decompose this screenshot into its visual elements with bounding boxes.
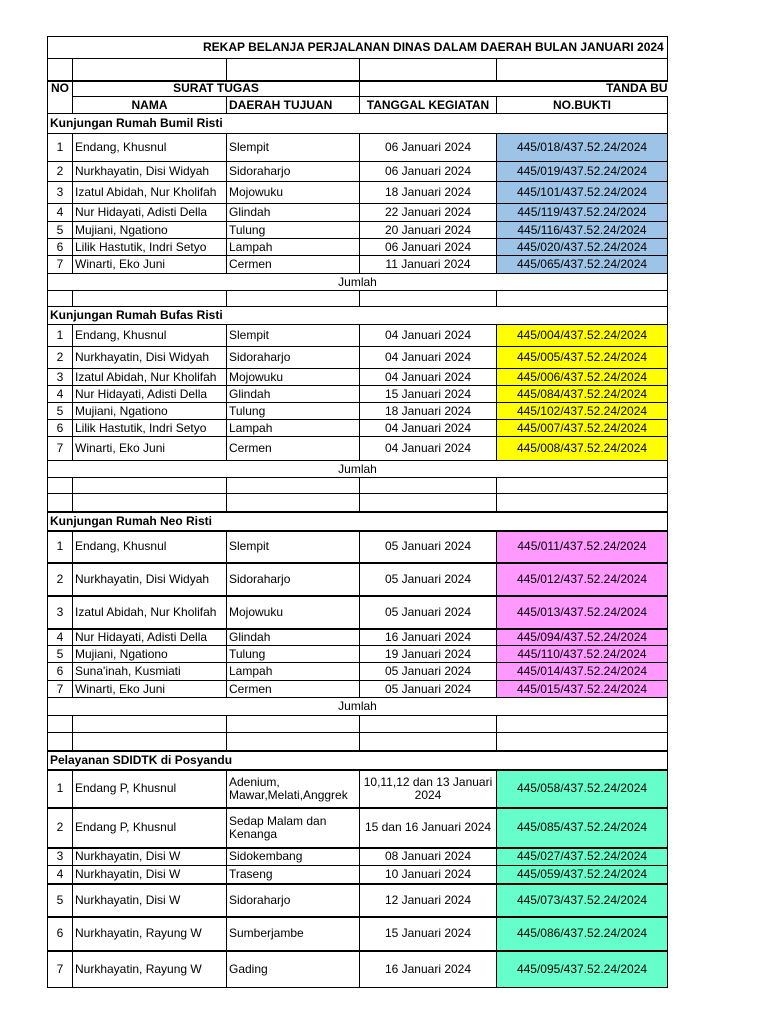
table-row	[48, 420, 668, 437]
empty-cell[interactable]	[73, 733, 227, 751]
header-row-1	[48, 81, 668, 97]
table-row	[48, 403, 668, 420]
empty-cell[interactable]	[48, 716, 73, 733]
cell-nama[interactable]: Endang, Khusnul	[73, 134, 227, 162]
header-row-2	[48, 97, 668, 114]
empty-cell[interactable]	[73, 494, 227, 512]
cell-no[interactable]: 2	[48, 162, 73, 182]
header-daerah-tujuan[interactable]: DAERAH TUJUAN	[227, 97, 360, 114]
cell-tanggal-kegiatan[interactable]: 15 dan 16 Januari 2024	[360, 808, 497, 848]
cell-daerah-tujuan[interactable]: Sidoraharjo	[227, 563, 360, 596]
cell-daerah-tujuan[interactable]: Cermen	[227, 256, 360, 274]
cell-daerah-tujuan[interactable]: Mojowuku	[227, 182, 360, 204]
cell-no[interactable]: 1	[48, 770, 73, 808]
cell-nama[interactable]: Winarti, Eko Juni	[73, 681, 227, 698]
section-title-row	[48, 751, 668, 770]
cell-no-bukti[interactable]: 445/065/437.52.24/2024	[497, 256, 668, 274]
table-row	[48, 629, 668, 646]
cell-no-bukti[interactable]: 445/095/437.52.24/2024	[497, 951, 668, 988]
empty-cell[interactable]	[360, 59, 497, 81]
cell-no[interactable]: 1	[48, 531, 73, 563]
empty-cell[interactable]	[497, 716, 668, 733]
table-row	[48, 770, 668, 808]
cell-no-bukti[interactable]: 445/006/437.52.24/2024	[497, 369, 668, 386]
empty-cell[interactable]	[48, 733, 73, 751]
empty-cell[interactable]	[360, 716, 497, 733]
table-row	[48, 437, 668, 461]
empty-cell[interactable]	[48, 478, 73, 494]
jumlah-row	[48, 461, 668, 478]
cell-nama[interactable]: Nur Hidayati, Adisti Della	[73, 204, 227, 222]
cell-no-bukti[interactable]: 445/110/437.52.24/2024	[497, 646, 668, 663]
cell-daerah-tujuan[interactable]: Slempit	[227, 134, 360, 162]
cell-no[interactable]: 2	[48, 347, 73, 369]
empty-cell[interactable]	[360, 494, 497, 512]
blank-row	[48, 733, 668, 751]
cell-tanggal-kegiatan[interactable]: 16 Januari 2024	[360, 629, 497, 646]
table-row	[48, 808, 668, 848]
cell-no[interactable]: 6	[48, 420, 73, 437]
cell-tanggal-kegiatan[interactable]: 05 Januari 2024	[360, 663, 497, 681]
cell-tanggal-kegiatan[interactable]: 05 Januari 2024	[360, 681, 497, 698]
cell-tanggal-kegiatan[interactable]: 10,11,12 dan 13 Januari 2024	[360, 770, 497, 808]
cell-nama[interactable]: Nurkhayatin, Disi Widyah	[73, 347, 227, 369]
header-no-bukti[interactable]: NO.BUKTI	[497, 97, 668, 114]
table-row	[48, 563, 668, 596]
header-nama[interactable]: NAMA	[73, 97, 227, 114]
cell-no-bukti[interactable]: 445/018/437.52.24/2024	[497, 134, 668, 162]
section-title-row	[48, 512, 668, 531]
cell-no-bukti[interactable]: 445/004/437.52.24/2024	[497, 325, 668, 347]
title-row	[48, 37, 668, 59]
header-surat-tugas[interactable]: SURAT TUGAS	[73, 81, 360, 97]
cell-tanggal-kegiatan[interactable]: 18 Januari 2024	[360, 182, 497, 204]
cell-no-bukti[interactable]: 445/014/437.52.24/2024	[497, 663, 668, 681]
cell-daerah-tujuan[interactable]: Sidoraharjo	[227, 162, 360, 182]
cell-no-bukti[interactable]: 445/102/437.52.24/2024	[497, 403, 668, 420]
cell-daerah-tujuan[interactable]: Traseng	[227, 866, 360, 884]
table-row	[48, 646, 668, 663]
cell-daerah-tujuan[interactable]: Slempit	[227, 531, 360, 563]
cell-no-bukti[interactable]: 445/119/437.52.24/2024	[497, 204, 668, 222]
empty-cell[interactable]	[227, 59, 360, 81]
cell-no-bukti[interactable]: 445/116/437.52.24/2024	[497, 222, 668, 239]
cell-no-bukti[interactable]: 445/011/437.52.24/2024	[497, 531, 668, 563]
cell-no-bukti[interactable]: 445/073/437.52.24/2024	[497, 884, 668, 917]
cell-tanggal-kegiatan[interactable]: 05 Januari 2024	[360, 563, 497, 596]
table-row	[48, 884, 668, 917]
table-row	[48, 204, 668, 222]
cell-daerah-tujuan[interactable]: Sidokembang	[227, 848, 360, 866]
cell-nama[interactable]: Nurkhayatin, Disi Widyah	[73, 563, 227, 596]
cell-daerah-tujuan[interactable]: Sedap Malam dan Kenanga	[227, 808, 360, 848]
cell-tanggal-kegiatan[interactable]: 11 Januari 2024	[360, 256, 497, 274]
empty-cell[interactable]	[497, 733, 668, 751]
blank-row	[48, 59, 668, 81]
cell-tanggal-kegiatan[interactable]: 06 Januari 2024	[360, 134, 497, 162]
table-row	[48, 531, 668, 563]
cell-tanggal-kegiatan[interactable]: 16 Januari 2024	[360, 951, 497, 988]
cell-nama[interactable]: Winarti, Eko Juni	[73, 437, 227, 461]
cell-daerah-tujuan[interactable]: Slempit	[227, 325, 360, 347]
cell-no-bukti[interactable]: 445/019/437.52.24/2024	[497, 162, 668, 182]
section-title[interactable]: Kunjungan Rumah Neo Risti	[48, 512, 668, 531]
cell-nama[interactable]: Mujiani, Ngationo	[73, 403, 227, 420]
cell-no-bukti[interactable]: 445/086/437.52.24/2024	[497, 917, 668, 951]
cell-daerah-tujuan[interactable]: Lampah	[227, 420, 360, 437]
cell-no-bukti[interactable]: 445/094/437.52.24/2024	[497, 629, 668, 646]
cell-no[interactable]: 1	[48, 134, 73, 162]
cell-no[interactable]: 3	[48, 369, 73, 386]
cell-nama[interactable]: Lilik Hastutik, Indri Setyo	[73, 239, 227, 256]
empty-cell[interactable]	[48, 291, 73, 307]
cell-daerah-tujuan[interactable]: Cermen	[227, 681, 360, 698]
blank-row	[48, 478, 668, 494]
cell-no[interactable]: 1	[48, 325, 73, 347]
cell-no-bukti[interactable]: 445/027/437.52.24/2024	[497, 848, 668, 866]
sheet-title[interactable]: REKAP BELANJA PERJALANAN DINAS DALAM DAERAH BULAN JANUARI 2024	[48, 37, 668, 59]
empty-cell[interactable]	[227, 733, 360, 751]
cell-nama[interactable]: Nur Hidayati, Adisti Della	[73, 629, 227, 646]
empty-cell[interactable]	[497, 494, 668, 512]
cell-nama[interactable]: Endang P, Khusnul	[73, 808, 227, 848]
table-row	[48, 386, 668, 403]
cell-daerah-tujuan[interactable]: Sumberjambe	[227, 917, 360, 951]
cell-tanggal-kegiatan[interactable]: 10 Januari 2024	[360, 866, 497, 884]
cell-no[interactable]: 4	[48, 866, 73, 884]
cell-daerah-tujuan[interactable]: Tulung	[227, 646, 360, 663]
cell-tanggal-kegiatan[interactable]: 19 Januari 2024	[360, 646, 497, 663]
cell-nama[interactable]: Nurkhayatin, Disi W	[73, 848, 227, 866]
cell-nama[interactable]: Nurkhayatin, Disi W	[73, 866, 227, 884]
cell-no[interactable]: 3	[48, 182, 73, 204]
cell-tanggal-kegiatan[interactable]: 08 Januari 2024	[360, 848, 497, 866]
empty-cell[interactable]	[48, 494, 73, 512]
cell-no[interactable]: 4	[48, 386, 73, 403]
cell-tanggal-kegiatan[interactable]: 22 Januari 2024	[360, 204, 497, 222]
section-title[interactable]: Pelayanan SDIDTK di Posyandu	[48, 751, 668, 770]
cell-no[interactable]: 5	[48, 222, 73, 239]
cell-daerah-tujuan[interactable]: Cermen	[227, 437, 360, 461]
cell-nama[interactable]: Izatul Abidah, Nur Kholifah	[73, 369, 227, 386]
empty-cell[interactable]	[227, 494, 360, 512]
table-row	[48, 347, 668, 369]
jumlah-label[interactable]: Jumlah	[48, 274, 668, 291]
cell-nama[interactable]: Endang, Khusnul	[73, 531, 227, 563]
cell-no-bukti[interactable]: 445/008/437.52.24/2024	[497, 437, 668, 461]
section-title-row	[48, 307, 668, 325]
cell-daerah-tujuan[interactable]: Glindah	[227, 629, 360, 646]
table-row	[48, 134, 668, 162]
cell-daerah-tujuan[interactable]: Sidoraharjo	[227, 884, 360, 917]
cell-no-bukti[interactable]: 445/005/437.52.24/2024	[497, 347, 668, 369]
cell-tanggal-kegiatan[interactable]: 04 Januari 2024	[360, 347, 497, 369]
blank-row	[48, 291, 668, 307]
cell-no[interactable]: 4	[48, 204, 73, 222]
cell-no[interactable]: 3	[48, 848, 73, 866]
table-row	[48, 162, 668, 182]
cell-nama[interactable]: Nur Hidayati, Adisti Della	[73, 386, 227, 403]
cell-tanggal-kegiatan[interactable]: 04 Januari 2024	[360, 325, 497, 347]
table-row	[48, 256, 668, 274]
empty-cell[interactable]	[73, 291, 227, 307]
cell-no[interactable]: 5	[48, 646, 73, 663]
table-row	[48, 951, 668, 988]
cell-no[interactable]: 7	[48, 951, 73, 988]
jumlah-row	[48, 274, 668, 291]
cell-nama[interactable]: Endang P, Khusnul	[73, 770, 227, 808]
table-row	[48, 182, 668, 204]
cell-no[interactable]: 5	[48, 403, 73, 420]
cell-no-bukti[interactable]: 445/012/437.52.24/2024	[497, 563, 668, 596]
jumlah-label[interactable]: Jumlah	[48, 461, 668, 478]
section-title[interactable]: Kunjungan Rumah Bumil Risti	[48, 114, 668, 134]
cell-tanggal-kegiatan[interactable]: 15 Januari 2024	[360, 917, 497, 951]
table-row	[48, 866, 668, 884]
empty-cell[interactable]	[497, 291, 668, 307]
rekap-table	[47, 36, 668, 988]
cell-no[interactable]: 6	[48, 663, 73, 681]
cell-nama[interactable]: Mujiani, Ngationo	[73, 222, 227, 239]
cell-no[interactable]: 7	[48, 437, 73, 461]
empty-cell[interactable]	[227, 291, 360, 307]
cell-no-bukti[interactable]: 445/059/437.52.24/2024	[497, 866, 668, 884]
cell-nama[interactable]: Izatul Abidah, Nur Kholifah	[73, 182, 227, 204]
cell-no-bukti[interactable]: 445/015/437.52.24/2024	[497, 681, 668, 698]
cell-nama[interactable]: Nurkhayatin, Disi Widyah	[73, 162, 227, 182]
table-row	[48, 325, 668, 347]
empty-cell[interactable]	[360, 733, 497, 751]
jumlah-row	[48, 698, 668, 716]
empty-cell[interactable]	[360, 81, 497, 97]
cell-no[interactable]: 6	[48, 239, 73, 256]
cell-tanggal-kegiatan[interactable]: 05 Januari 2024	[360, 531, 497, 563]
cell-daerah-tujuan[interactable]: Mojowuku	[227, 596, 360, 629]
cell-daerah-tujuan[interactable]: Sidoraharjo	[227, 347, 360, 369]
blank-row	[48, 494, 668, 512]
section-title[interactable]: Kunjungan Rumah Bufas Risti	[48, 307, 668, 325]
empty-cell[interactable]	[73, 59, 227, 81]
empty-cell[interactable]	[48, 59, 73, 81]
empty-cell[interactable]	[227, 716, 360, 733]
cell-tanggal-kegiatan[interactable]: 12 Januari 2024	[360, 884, 497, 917]
cell-daerah-tujuan[interactable]: Glindah	[227, 204, 360, 222]
cell-no-bukti[interactable]: 445/085/437.52.24/2024	[497, 808, 668, 848]
cell-no-bukti[interactable]: 445/013/437.52.24/2024	[497, 596, 668, 629]
empty-cell[interactable]	[73, 478, 227, 494]
cell-nama[interactable]: Suna'inah, Kusmiati	[73, 663, 227, 681]
empty-cell[interactable]	[497, 59, 668, 81]
table-row	[48, 222, 668, 239]
cell-tanggal-kegiatan[interactable]: 06 Januari 2024	[360, 239, 497, 256]
cell-no[interactable]: 5	[48, 884, 73, 917]
header-tanda-bukti[interactable]: TANDA BU	[497, 81, 668, 97]
table-row	[48, 848, 668, 866]
blank-row	[48, 716, 668, 733]
cell-daerah-tujuan[interactable]: Mojowuku	[227, 369, 360, 386]
cell-tanggal-kegiatan[interactable]: 15 Januari 2024	[360, 386, 497, 403]
cell-no[interactable]: 7	[48, 681, 73, 698]
cell-no[interactable]: 4	[48, 629, 73, 646]
cell-tanggal-kegiatan[interactable]: 06 Januari 2024	[360, 162, 497, 182]
table-row	[48, 239, 668, 256]
empty-cell[interactable]	[73, 716, 227, 733]
cell-tanggal-kegiatan[interactable]: 05 Januari 2024	[360, 596, 497, 629]
cell-no-bukti[interactable]: 445/007/437.52.24/2024	[497, 420, 668, 437]
table-row	[48, 596, 668, 629]
cell-tanggal-kegiatan[interactable]: 04 Januari 2024	[360, 420, 497, 437]
cell-nama[interactable]: Winarti, Eko Juni	[73, 256, 227, 274]
jumlah-label[interactable]: Jumlah	[48, 698, 668, 716]
cell-daerah-tujuan[interactable]: Adenium, Mawar,Melati,Anggrek	[227, 770, 360, 808]
cell-no-bukti[interactable]: 445/020/437.52.24/2024	[497, 239, 668, 256]
cell-no[interactable]: 2	[48, 563, 73, 596]
cell-nama[interactable]: Nurkhayatin, Rayung W	[73, 917, 227, 951]
empty-cell[interactable]	[227, 478, 360, 494]
cell-no-bukti[interactable]: 445/058/437.52.24/2024	[497, 770, 668, 808]
cell-daerah-tujuan[interactable]: Gading	[227, 951, 360, 988]
table-row	[48, 369, 668, 386]
cell-no-bukti[interactable]: 445/084/437.52.24/2024	[497, 386, 668, 403]
cell-nama[interactable]: Mujiani, Ngationo	[73, 646, 227, 663]
cell-no-bukti[interactable]: 445/101/437.52.24/2024	[497, 182, 668, 204]
cell-tanggal-kegiatan[interactable]: 18 Januari 2024	[360, 403, 497, 420]
section-title-row	[48, 114, 668, 134]
table-row	[48, 663, 668, 681]
cell-tanggal-kegiatan[interactable]: 20 Januari 2024	[360, 222, 497, 239]
empty-cell[interactable]	[497, 478, 668, 494]
header-tanggal-kegiatan[interactable]: TANGGAL KEGIATAN	[360, 97, 497, 114]
cell-daerah-tujuan[interactable]: Lampah	[227, 239, 360, 256]
cell-nama[interactable]: Lilik Hastutik, Indri Setyo	[73, 420, 227, 437]
header-no[interactable]: NO	[48, 81, 73, 114]
cell-no[interactable]: 2	[48, 808, 73, 848]
cell-daerah-tujuan[interactable]: Glindah	[227, 386, 360, 403]
empty-cell[interactable]	[360, 478, 497, 494]
cell-daerah-tujuan[interactable]: Tulung	[227, 222, 360, 239]
empty-cell[interactable]	[360, 291, 497, 307]
cell-daerah-tujuan[interactable]: Tulung	[227, 403, 360, 420]
cell-daerah-tujuan[interactable]: Lampah	[227, 663, 360, 681]
cell-tanggal-kegiatan[interactable]: 04 Januari 2024	[360, 437, 497, 461]
cell-nama[interactable]: Izatul Abidah, Nur Kholifah	[73, 596, 227, 629]
table-row	[48, 681, 668, 698]
cell-no[interactable]: 6	[48, 917, 73, 951]
cell-no[interactable]: 3	[48, 596, 73, 629]
cell-nama[interactable]: Nurkhayatin, Rayung W	[73, 951, 227, 988]
cell-no[interactable]: 7	[48, 256, 73, 274]
cell-tanggal-kegiatan[interactable]: 04 Januari 2024	[360, 369, 497, 386]
cell-nama[interactable]: Nurkhayatin, Disi W	[73, 884, 227, 917]
cell-nama[interactable]: Endang, Khusnul	[73, 325, 227, 347]
table-row	[48, 917, 668, 951]
